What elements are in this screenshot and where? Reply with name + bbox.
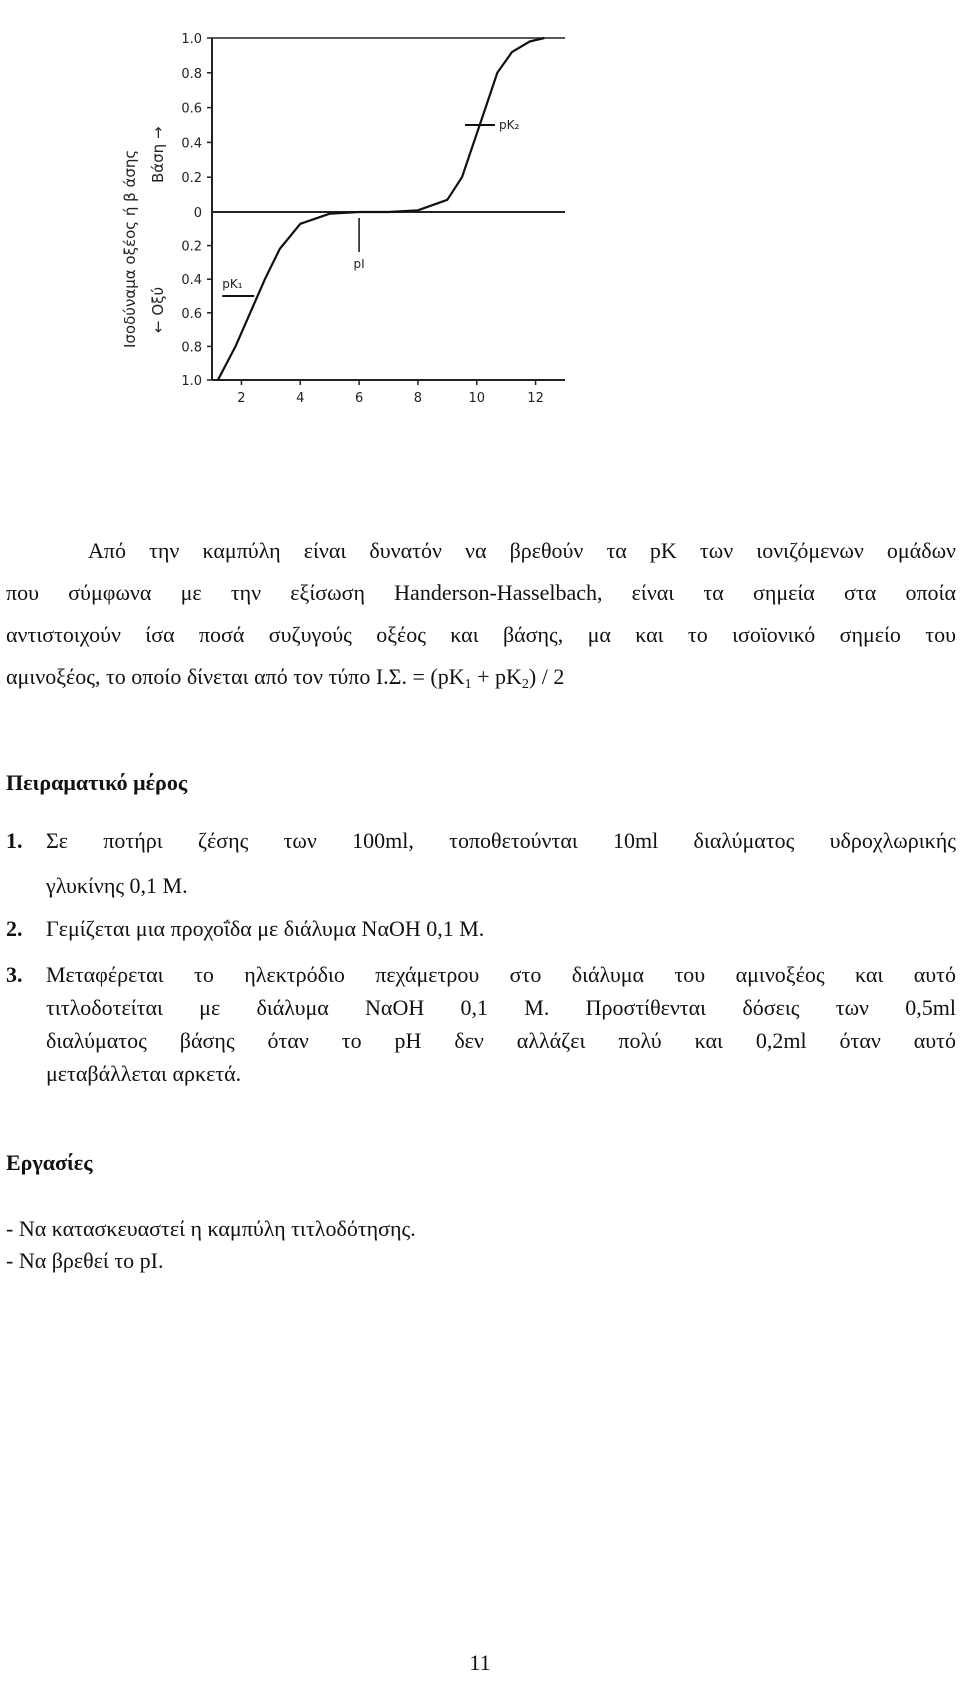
y-tick-label: 0.8 bbox=[181, 66, 202, 82]
y-tick-label: 0.4 bbox=[181, 273, 202, 289]
step-2-text: Γεμίζεται μια προχοΐδα με διάλυμα ΝαΟΗ 0,1 Μ. bbox=[46, 916, 485, 941]
intro-line-3: αντιστοιχούν ίσα ποσά συζυγούς οξέος και βάσης, μα και το ισοϊονικό σημείο του bbox=[6, 622, 956, 647]
pi-annotation: pI bbox=[353, 257, 365, 271]
y-tick-label: 1.0 bbox=[181, 374, 202, 389]
y-axis-label-base: Βάση → bbox=[149, 126, 167, 183]
intro-formula-text: αμινοξέος, το οποίο δίνεται από τον τύπο Ι.Σ. = (pK bbox=[6, 664, 465, 689]
y-axis-label-acid: ← Οξύ bbox=[149, 286, 167, 333]
page-number: 11 bbox=[469, 1650, 491, 1675]
intro-formula-end: ) / 2 bbox=[528, 664, 565, 689]
intro-paragraph bbox=[6, 530, 956, 698]
experimental-heading: Πειραματικό μέρος bbox=[6, 770, 188, 795]
intro-formula-sub2: 2 bbox=[521, 677, 529, 692]
intro-line-4 bbox=[6, 656, 956, 698]
titration-curve-line bbox=[218, 38, 545, 380]
intro-formula-mid: + pK bbox=[471, 664, 522, 689]
x-tick-label: 12 bbox=[527, 391, 544, 406]
step-3-number: 3. bbox=[6, 962, 23, 987]
step-1 bbox=[6, 818, 956, 908]
pk2-annotation: pK₂ bbox=[498, 118, 520, 132]
tasks-heading: Εργασίες bbox=[6, 1150, 93, 1175]
x-tick-label: 4 bbox=[296, 391, 305, 406]
step-3-line-1: Μεταφέρεται το ηλεκτρόδιο πεχάμετρου στο διάλυμα του αμινοξέος και αυτό bbox=[46, 962, 956, 987]
step-1-number: 1. bbox=[6, 828, 23, 853]
step-3 bbox=[6, 958, 956, 1090]
step-3-line-4: μεταβάλλεται αρκετά. bbox=[46, 1061, 242, 1086]
y-tick-label: 0.8 bbox=[181, 340, 202, 356]
y-tick-label: 1.0 bbox=[181, 32, 202, 47]
y-tick-label: 0.2 bbox=[181, 239, 202, 255]
titration-figure bbox=[95, 18, 635, 448]
pk1-annotation: pK₁ bbox=[222, 277, 243, 291]
step-2-number: 2. bbox=[6, 916, 23, 941]
x-tick-label: 6 bbox=[354, 391, 364, 406]
task-item-1: - Να κατασκευαστεί η καμπύλη τιτλοδότησης. bbox=[6, 1216, 416, 1241]
step-1-line-1: Σε ποτήρι ζέσης των 100ml, τοποθετούνται 10ml διαλύματος υδροχλωρικής bbox=[46, 828, 956, 853]
intro-line-2: που σύμφωνα με την εξίσωση Handerson-Hasselbach, είναι τα σημεία στα οποία bbox=[6, 580, 956, 605]
intro-formula-sub1: 1 bbox=[464, 677, 472, 692]
titration-chart bbox=[95, 18, 635, 448]
y-tick-label: 0.6 bbox=[181, 101, 202, 117]
step-3-line-2: τιτλοδοτείται με διάλυμα ΝαΟΗ 0,1 Μ. Προστίθενται δόσεις των 0,5ml bbox=[46, 995, 956, 1020]
y-axis-label-top: Ισοδύναμα οξέος ή β άσης bbox=[121, 149, 139, 348]
x-tick-label: 8 bbox=[413, 391, 423, 406]
x-tick-label: 2 bbox=[237, 391, 246, 406]
x-tick-label: 10 bbox=[468, 391, 486, 406]
intro-line-1: Από την καμπύλη είναι δυνατόν να βρεθούν τα pK των ιονιζόμενων ομάδων bbox=[88, 538, 956, 563]
task-item-2: - Να βρεθεί το pI. bbox=[6, 1248, 164, 1273]
y-axis-labels bbox=[121, 126, 167, 348]
y-tick-label: 0.2 bbox=[181, 171, 202, 187]
step-1-line-2: γλυκίνης 0,1 Μ. bbox=[46, 873, 188, 898]
y-tick-label: 0.6 bbox=[181, 306, 202, 322]
y-tick-label: 0.4 bbox=[181, 136, 202, 152]
y-tick-label-zero: 0 bbox=[193, 206, 202, 221]
step-2 bbox=[6, 906, 956, 951]
step-3-line-3: διαλύματος βάσης όταν το pH δεν αλλάζει πολύ και 0,2ml όταν αυτό bbox=[46, 1028, 956, 1053]
